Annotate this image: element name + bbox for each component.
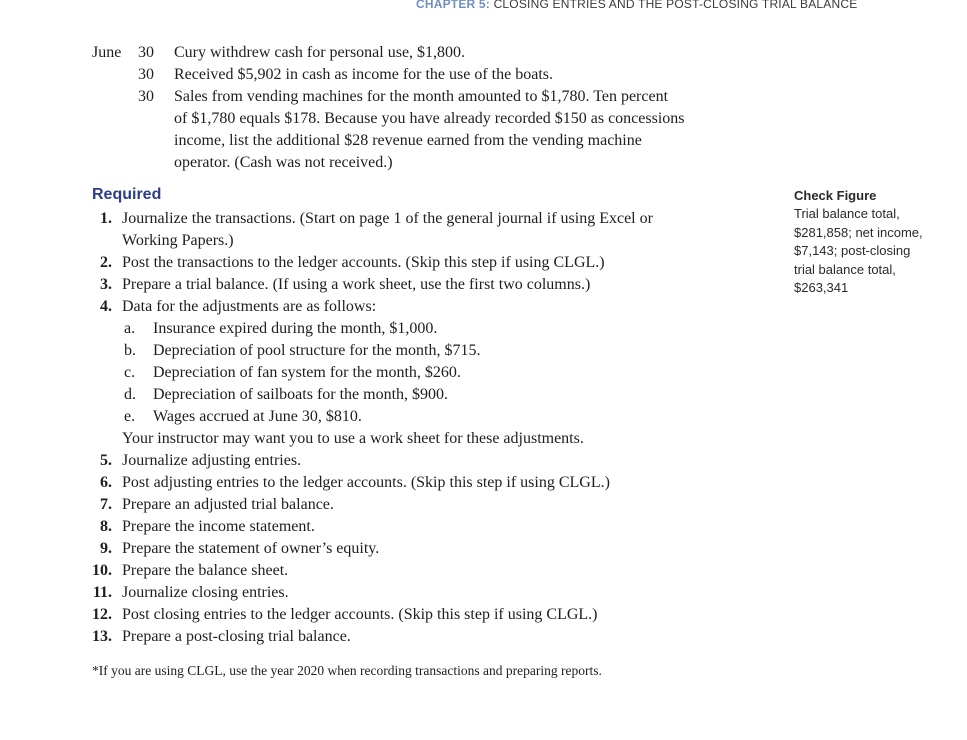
item-text: Prepare the statement of owner’s equity. <box>122 540 380 557</box>
item-text: Post the transactions to the ledger accounts. (Skip this step if using CLGL.) <box>122 254 605 271</box>
item-number: 2. <box>100 254 112 271</box>
chapter-title: CLOSING ENTRIES AND THE POST-CLOSING TRIAL BALANCE <box>493 0 858 11</box>
chapter-label: CHAPTER 5: <box>416 0 491 11</box>
required-item <box>92 296 752 318</box>
check-figure-line: trial balance total, <box>794 261 896 277</box>
item-number: 5. <box>100 452 112 469</box>
item-text: Journalize closing entries. <box>122 584 289 601</box>
item-number: 9. <box>100 540 112 557</box>
item-text: Prepare a trial balance. (If using a work sheet, use the first two columns.) <box>122 276 591 293</box>
transaction-description: Cury withdrew cash for personal use, $1,800. <box>174 44 466 61</box>
item-number: 12. <box>92 606 112 623</box>
transaction-description: income, list the additional $28 revenue earned from the vending machine <box>174 132 642 149</box>
required-item <box>92 406 752 428</box>
required-item <box>92 230 752 252</box>
item-number: 11. <box>92 584 112 601</box>
transaction-day: 30 <box>138 88 154 105</box>
item-number: 6. <box>100 474 112 491</box>
required-item <box>92 604 752 626</box>
item-number: 8. <box>100 518 112 535</box>
transaction-line <box>92 108 752 130</box>
item-number: 4. <box>100 298 112 315</box>
required-item <box>92 428 752 450</box>
required-item <box>92 626 752 648</box>
item-text: Data for the adjustments are as follows: <box>122 298 377 315</box>
required-item <box>92 340 752 362</box>
item-text: Journalize adjusting entries. <box>122 452 302 469</box>
required-item <box>92 538 752 560</box>
transaction-description: of $1,780 equals $178. Because you have already recorded $150 as concessions <box>174 110 685 127</box>
sub-item-letter: c. <box>124 364 136 381</box>
check-figure-line: $263,341 <box>794 280 849 296</box>
item-text: Post adjusting entries to the ledger accounts. (Skip this step if using CLGL.) <box>122 474 610 491</box>
item-number: 3. <box>100 276 112 293</box>
sub-item-letter: d. <box>124 386 136 403</box>
transaction-day: 30 <box>138 44 154 61</box>
item-text: Insurance expired during the month, $1,000. <box>153 320 438 337</box>
check-figure-line: Trial balance total, <box>794 206 900 221</box>
page-header <box>416 0 857 11</box>
item-number: 1. <box>100 210 112 227</box>
required-item <box>92 208 752 230</box>
required-item <box>92 472 752 494</box>
item-text: Journalize the transactions. (Start on page 1 of the general journal if using Excel or <box>122 210 653 227</box>
sub-item-letter: a. <box>124 320 136 337</box>
required-item <box>92 560 752 582</box>
required-list <box>92 208 752 648</box>
check-figure-line: $7,143; post-closing <box>794 243 911 259</box>
item-number: 7. <box>100 496 112 513</box>
check-figure-heading: Check Figure <box>794 188 877 203</box>
required-item <box>92 582 752 604</box>
transaction-line <box>92 130 752 152</box>
sub-item-letter: b. <box>124 342 136 359</box>
check-figure-line: $281,858; net income, <box>794 224 923 240</box>
item-text: Prepare the balance sheet. <box>122 562 289 579</box>
item-text: Working Papers.) <box>122 232 234 249</box>
check-figure-body <box>794 205 964 298</box>
required-item <box>92 274 752 296</box>
transaction-line <box>92 64 752 86</box>
item-text: Wages accrued at June 30, $810. <box>153 408 362 425</box>
transaction-line <box>92 42 752 64</box>
required-item <box>92 384 752 406</box>
transaction-day: 30 <box>138 66 154 83</box>
transaction-description: operator. (Cash was not received.) <box>174 154 393 171</box>
transaction-description: Sales from vending machines for the month amounted to $1,780. Ten percent <box>174 88 669 105</box>
transaction-line <box>92 152 752 174</box>
item-number: 10. <box>92 562 112 579</box>
sub-item-letter: e. <box>124 408 136 425</box>
check-figure-box <box>794 187 964 298</box>
required-item <box>92 318 752 340</box>
item-text: Prepare the income statement. <box>122 518 315 535</box>
required-item <box>92 252 752 274</box>
transaction-month: June <box>92 44 122 61</box>
required-item <box>92 494 752 516</box>
item-text: Post closing entries to the ledger accounts. (Skip this step if using CLGL.) <box>122 606 598 623</box>
item-text: Depreciation of fan system for the month, $260. <box>153 364 461 381</box>
transaction-line <box>92 86 752 108</box>
item-text: Depreciation of pool structure for the month, $715. <box>153 342 481 359</box>
transaction-description: Received $5,902 in cash as income for the use of the boats. <box>174 66 553 83</box>
required-heading: Required <box>92 186 162 203</box>
item-number: 13. <box>92 628 112 645</box>
item-text: Your instructor may want you to use a work sheet for these adjustments. <box>122 430 584 447</box>
required-item <box>92 450 752 472</box>
footnote: *If you are using CLGL, use the year 2020 when recording transactions and preparing reports. <box>92 663 602 678</box>
required-item <box>92 516 752 538</box>
item-text: Depreciation of sailboats for the month, $900. <box>153 386 449 403</box>
transaction-list <box>92 42 752 174</box>
item-text: Prepare a post-closing trial balance. <box>122 628 351 645</box>
item-text: Prepare an adjusted trial balance. <box>122 496 334 513</box>
required-item <box>92 362 752 384</box>
